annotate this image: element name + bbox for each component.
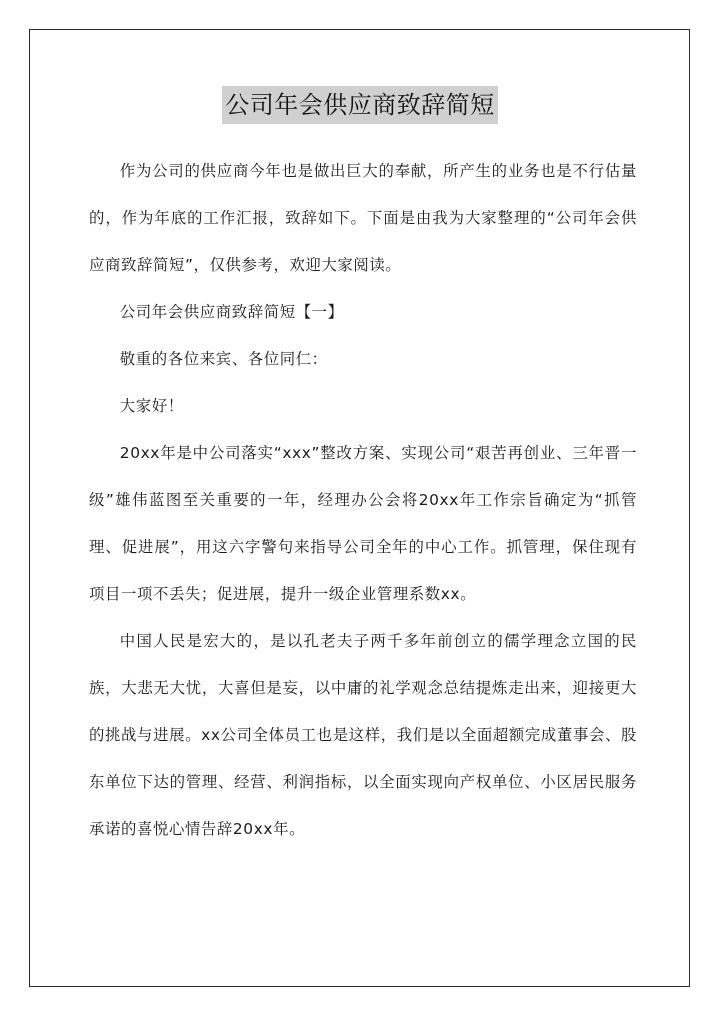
- document-title: 公司年会供应商致辞简短: [222, 86, 498, 124]
- title-area: [0, 86, 720, 124]
- section-heading: 公司年会供应商致辞简短【一】: [119, 303, 344, 321]
- paragraph-work-theme: 20xx年是中公司落实“xxx”整改方案、实现公司“艰苦再创业、三年晋一级”雄伟蓝图至关重要的一年，经理办公会将20xx年工作宗旨确定为“抓管理、促进展”，用这六字警句来指导公司全年的中心工作。抓管理，保住现有项目一项不丢失；促进展，提升一级企业管理系数xx。: [89, 444, 637, 603]
- greeting: 大家好！: [119, 397, 184, 415]
- paragraph-intro: 作为公司的供应商今年也是做出巨大的奉献，所产生的业务也是不行估量的，作为年底的工作汇报，致辞如下。下面是由我为大家整理的“公司年会供应商致辞简短”，仅供参考，欢迎大家阅读。: [89, 162, 637, 274]
- document-body: [89, 148, 637, 853]
- paragraph-china-spirit: 中国人民是宏大的，是以孔老夫子两千多年前创立的儒学理念立国的民族，大悲无大忧，大喜但是妄，以中庸的礼学观念总结提炼走出来，迎接更大的挑战与进展。xx公司全体员工也是这样，我们是以全面超额完成董事会、股东单位下达的管理、经营、利润指标，以全面实现向产权单位、小区居民服务承诺的喜悦心情告辞20xx年。: [89, 632, 637, 838]
- salutation: 敬重的各位来宾、各位同仁：: [119, 350, 328, 368]
